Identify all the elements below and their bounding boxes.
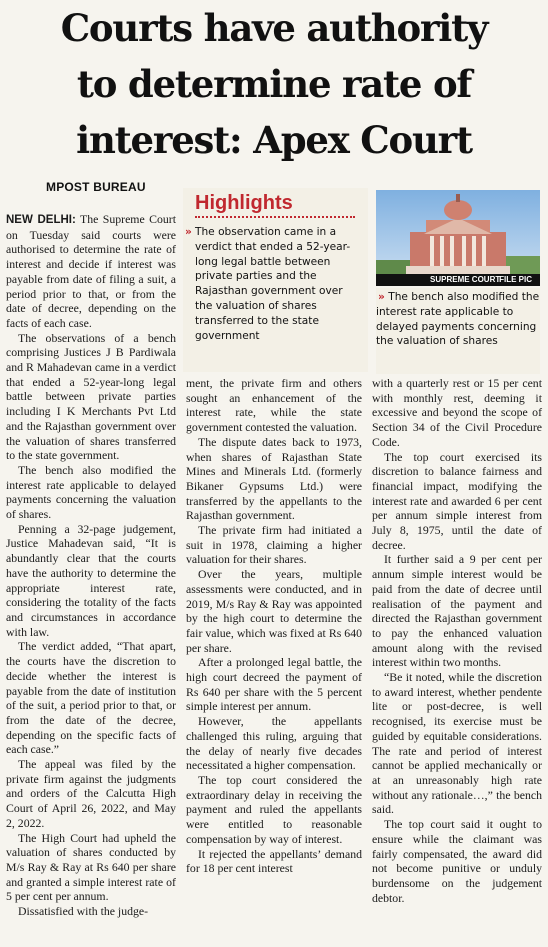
headline bbox=[0, 0, 548, 168]
headline-line-2: to determine rate of bbox=[76, 62, 472, 106]
paragraph: The observations of a bench comprising Justices J B Pardiwala and R Mahadevan came in a verdict that ended a 52-year-long legal battle between private parties including I K Merchants Pvt Ltd and the Rajasthan government over the valuation of shares transferred to the state government. bbox=[6, 330, 176, 463]
paragraph: The top court said it ought to ensure while the claimant was fairly compensated, the award did not become punitive or unduly burdensome on the judgement debtor. bbox=[372, 817, 542, 905]
highlights-box bbox=[183, 188, 368, 372]
chevron-right-icon: » bbox=[378, 291, 385, 303]
paragraph: Over the years, multiple assessments were conducted, and in 2019, M/s Ray & Ray was appointed by the high court to determine the fair value, which was fixed at Rs 640 per share. bbox=[186, 567, 362, 655]
paragraph: The private firm had initiated a suit in 1978, claiming a higher valuation for their shares. bbox=[186, 523, 362, 567]
supreme-court-building-icon bbox=[376, 190, 540, 286]
paragraph: Dissatisfied with the judge- bbox=[18, 904, 149, 919]
paragraph: The verdict added, “That apart, the courts have the discretion to decide whether the interest is payable from the date of institution of the suit, a period prior to that, or from the date of the decree, depending on the specific facts of each case.” bbox=[6, 639, 176, 757]
paragraph: The dispute dates back to 1973, when shares of Rajasthan State Mines and Minerals Ltd. (formerly Bikaner Gypsums Ltd.) were transferred by the appellants to the Rajasthan government. bbox=[186, 434, 362, 523]
paragraph: The appeal was filed by the private firm against the judgments and orders of the Calcutta High Court of April 26, 2022, and May 2, 2022. bbox=[6, 757, 176, 830]
article-column-3 bbox=[372, 376, 542, 905]
paragraph: The top court exercised its discretion to balance fairness and financial impact, modifying the interest rate and awarded 6 per cent per annum simple interest from July 8, 1975, until the date of decree. bbox=[372, 449, 542, 552]
article-column-2 bbox=[186, 376, 362, 876]
headline-line-3: interest: Apex Court bbox=[76, 118, 472, 162]
paragraph: The bench also modified the interest rate applicable to delayed payments concerning the valuation of shares. bbox=[6, 462, 176, 522]
paragraph: NEW DELHI: The Supreme Court on Tuesday said courts were authorised to determine the rate of interest and decide if interest was payable from date of filing a suit, a period prior to that, or from the date of decree, depending on the facts of each case. bbox=[6, 212, 177, 330]
highlight-item: » The bench also modified the interest rate applicable to delayed payments concerning the valuation of shares bbox=[376, 288, 540, 374]
paragraph: It rejected the appellants’ demand for 18 per cent interest bbox=[186, 846, 362, 876]
paragraph: with a quarterly rest or 15 per cent with monthly rest, deeming it excessive and beyond the scope of Section 34 of the Civil Procedure Code. bbox=[372, 376, 542, 449]
paragraph: After a prolonged legal battle, the high court decreed the payment of Rs 640 per share with the 5 percent simple interest per annum. bbox=[186, 655, 362, 714]
headline-line-1: Courts have authority bbox=[60, 6, 488, 50]
chevron-right-icon: » bbox=[185, 226, 192, 238]
dateline: NEW DELHI: bbox=[6, 214, 76, 226]
supreme-court-photo bbox=[376, 190, 540, 286]
paragraph: “Be it noted, while the discretion to award interest, whether pendente lite or post-decree, is well recognised, its exercise must be guided by equitable considerations. The rate and period of interest cannot be applied mechanically or at an unreasonably high rate without any rationale…,” the bench said. bbox=[372, 670, 542, 817]
byline: MPOST BUREAU bbox=[46, 180, 146, 194]
paragraph: ment, the private firm and others sought an enhancement of the interest rate, while the state government contested the valuation. bbox=[186, 376, 362, 435]
paragraph: The High Court had upheld the valuation of shares conducted by M/s Ray & Ray at Rs 640 per share and granted a simple interest rate of 5 per cent per annum. bbox=[6, 830, 176, 904]
photo-caption bbox=[376, 274, 540, 286]
highlights-title: Highlights bbox=[195, 192, 293, 214]
paragraph: However, the appellants challenged this ruling, arguing that the delay of nearly five decades necessitated a higher compensation. bbox=[186, 714, 362, 773]
paragraph: The top court considered the extraordinary delay in receiving the payment and ruled the appellants were entitled to reasonable compensation by way of interest. bbox=[186, 772, 362, 846]
highlight-item: » The observation came in a verdict that ended a 52-year-long legal battle between private parties and the Rajasthan government over the valuation of shares transferred to the state government bbox=[185, 226, 351, 342]
paragraph: Penning a 32-page judgement, Justice Mahadevan said, “It is abundantly clear that the courts have the authority to determine the appropriate interest rate, considering the totality of the facts and circumstances in accordance with law. bbox=[6, 521, 176, 639]
photo-label-left: SUPREME COURT bbox=[430, 275, 501, 284]
article-column-1 bbox=[6, 212, 176, 919]
paragraph: It further said a 9 per cent per annum simple interest would be paid from the date of decree until realisation of the payment and directed the Rajasthan government to pay the enhanced valuation amount along with the revised interest within two months. bbox=[372, 552, 542, 670]
photo-label-right: FILE PIC bbox=[499, 275, 532, 284]
